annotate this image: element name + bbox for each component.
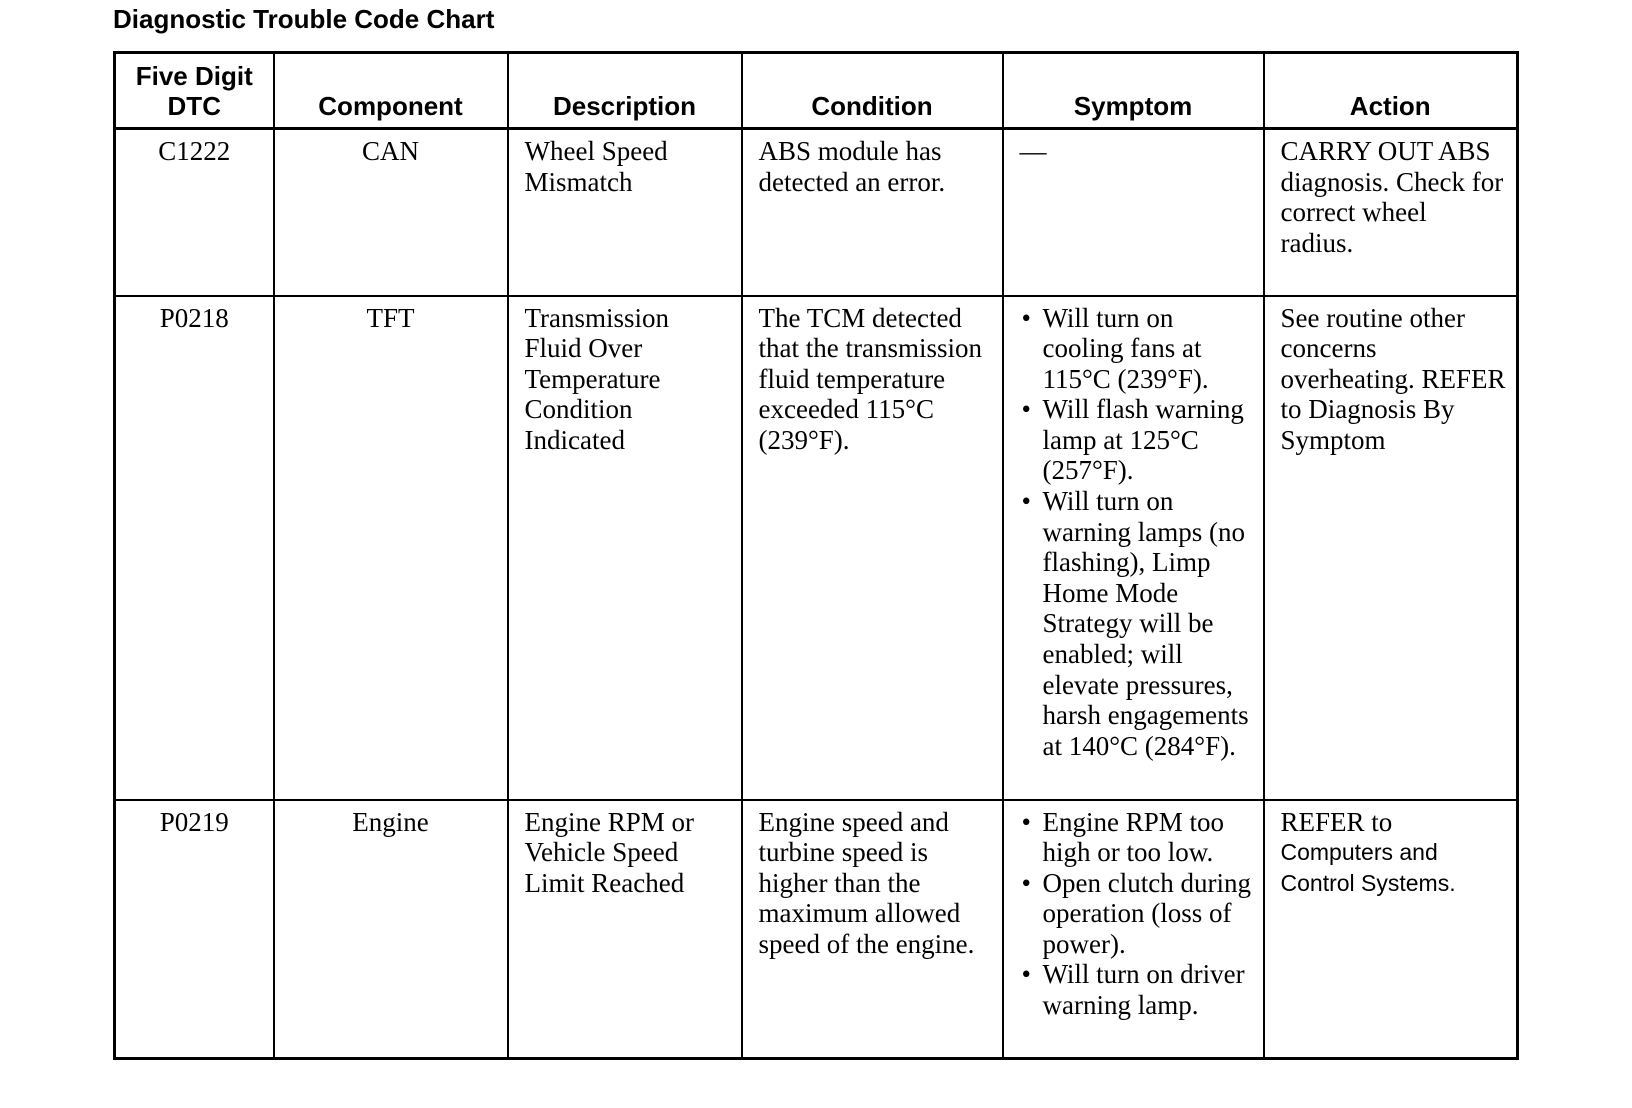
header-dtc-line2: DTC: [167, 91, 221, 121]
description-cell: Transmission Fluid Over Temperature Condition Indicated: [508, 296, 742, 800]
dtc-chart-table: [113, 51, 1519, 1060]
symptom-list-item: • Will turn on driver warning lamp.: [1020, 959, 1253, 1020]
symptom-list-item: • Engine RPM too high or too low.: [1020, 807, 1253, 868]
header-condition: Condition: [742, 53, 1003, 129]
description-cell: Wheel Speed Mismatch: [508, 129, 742, 296]
table-row: [115, 296, 1518, 800]
condition-cell: Engine speed and turbine speed is higher than the maximum allowed speed of the engine.: [742, 800, 1003, 1059]
symptom-list: [1020, 807, 1253, 1021]
action-refer-link-text: Computers and Control Systems.: [1280, 839, 1456, 896]
header-component: Component: [274, 53, 508, 129]
page-title: Diagnostic Trouble Code Chart: [113, 4, 495, 34]
symptom-list: [1020, 303, 1253, 762]
symptom-list-item: • Will turn on warning lamps (no flashing), Limp Home Mode Strategy will be enabled; will elevate pressures, harsh engagements at 140°C (284°F).: [1020, 486, 1253, 761]
header-dtc: [115, 53, 274, 129]
header-symptom: Symptom: [1003, 53, 1264, 129]
component-cell: TFT: [274, 296, 508, 800]
symptom-cell: [1003, 296, 1264, 800]
table-row: [115, 129, 1518, 296]
dtc-code-cell: P0218: [115, 296, 274, 800]
header-dtc-line1: Five Digit: [135, 61, 253, 91]
action-cell: See routine other concerns overheating. REFER to Diagnosis By Symptom: [1264, 296, 1518, 800]
header-action: Action: [1264, 53, 1518, 129]
action-cell: CARRY OUT ABS diagnosis. Check for correct wheel radius.: [1264, 129, 1518, 296]
condition-cell: ABS module has detected an error.: [742, 129, 1003, 296]
header-description: Description: [508, 53, 742, 129]
component-cell: CAN: [274, 129, 508, 296]
symptom-cell: —: [1003, 129, 1264, 296]
action-cell: [1264, 800, 1518, 1059]
table-row: [115, 800, 1518, 1059]
component-cell: Engine: [274, 800, 508, 1059]
dtc-code-cell: P0219: [115, 800, 274, 1059]
dtc-code-cell: C1222: [115, 129, 274, 296]
table-header-row: [115, 53, 1518, 129]
symptom-list-item: • Will turn on cooling fans at 115°C (239°F).: [1020, 303, 1253, 395]
action-refer-prefix: REFER to: [1280, 806, 1393, 837]
condition-cell: The TCM detected that the transmission fluid temperature exceeded 115°C (239°F).: [742, 296, 1003, 800]
symptom-list-item: • Open clutch during operation (loss of power).: [1020, 868, 1253, 960]
symptom-cell: [1003, 800, 1264, 1059]
description-cell: Engine RPM or Vehicle Speed Limit Reached: [508, 800, 742, 1059]
symptom-list-item: • Will flash warning lamp at 125°C (257°F).: [1020, 394, 1253, 486]
